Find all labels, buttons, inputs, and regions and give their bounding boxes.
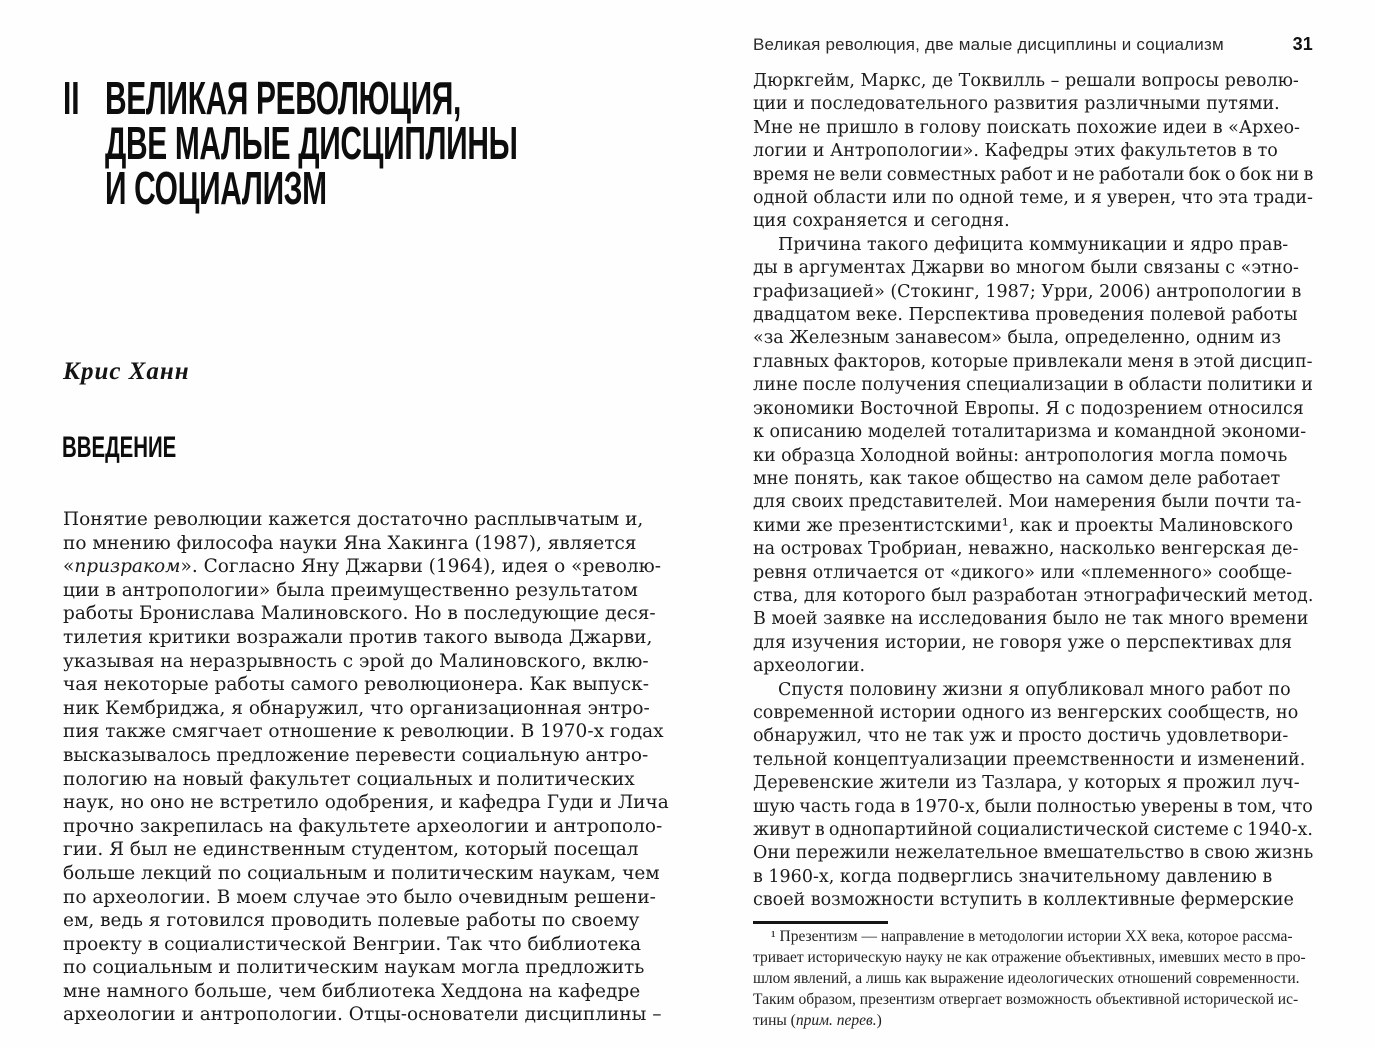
body-paragraph bbox=[753, 70, 1313, 234]
chapter-title bbox=[105, 72, 518, 214]
text-line: ник Кембриджа, я обнаружил, что организационная энтро- bbox=[63, 697, 650, 719]
text-line: время не вели совместных работ и не работали бок о бок ни в bbox=[753, 164, 1314, 185]
text-line: ки образца Холодной войны: антропология могла помочь bbox=[753, 445, 1288, 466]
body-paragraph bbox=[753, 234, 1313, 679]
text-line: кими же презентистскими¹, как и проекты Малиновского bbox=[753, 515, 1294, 536]
text-line: прочно закрепилась на факультете археологии и антрополо- bbox=[63, 815, 663, 837]
running-header-title: Великая революция, две малые дисциплины и социализм bbox=[753, 35, 1224, 54]
text-line: ревня отличается от «дикого» или «племенного» сообще- bbox=[753, 562, 1293, 583]
footnote-separator-rule bbox=[753, 921, 888, 924]
chapter-number: II bbox=[63, 72, 80, 124]
text-line: археологии и антропологии. Отцы-основатели дисциплины – bbox=[63, 1004, 662, 1026]
text-line: «призраком». Согласно Яну Джарви (1964), идея о «револю- bbox=[63, 556, 661, 578]
text-line: мне намного больше, чем библиотека Хеддона на кафедре bbox=[63, 980, 641, 1002]
text-line: по археологии. В моем случае это было очевидным решени- bbox=[63, 886, 656, 908]
text-line: ства, для которого был разработан этнографический метод. bbox=[753, 585, 1314, 606]
body-paragraph bbox=[753, 926, 1313, 1031]
text-line: Дюркгейм, Маркс, де Токвилль – решали вопросы револю- bbox=[753, 71, 1299, 91]
text-line: главных факторов, которые привлекали меня в этой дисцип- bbox=[753, 351, 1313, 372]
text-line: проекту в социалистической Венгрии. Так что библиотека bbox=[63, 933, 642, 955]
text-line: тельной концептуализации преемственности и изменений. bbox=[753, 749, 1306, 770]
text-line: Мне не пришло в голову поискать похожие идеи в «Архео- bbox=[753, 117, 1300, 138]
text-line: пологию на новый факультет социальных и политических bbox=[63, 768, 635, 790]
chapter-title-line: ВЕЛИКАЯ РЕВОЛЮЦИЯ, bbox=[105, 72, 461, 124]
page-number: 31 bbox=[1292, 34, 1313, 54]
left-page-body bbox=[63, 508, 672, 1027]
text-line: по мнению философа науки Яна Хакинга (1987), является bbox=[63, 532, 637, 554]
text-line: указывая на неразрывность с эрой до Малиновского, вклю- bbox=[63, 650, 649, 672]
text-line: работы Бронислава Малиновского. Но в последующие деся- bbox=[63, 603, 656, 625]
text-line: своей возможности вступить в коллективные фермерские bbox=[753, 890, 1294, 911]
text-line: обнаружил, что не так уж и просто достичь удовлетвори- bbox=[753, 726, 1289, 747]
text-line: Причина такого дефицита коммуникации и ядро прав- bbox=[778, 234, 1289, 255]
text-line: лине после получения специализации в области политики и bbox=[753, 375, 1313, 396]
text-line: мне понять, как такое общество на самом деле работает bbox=[753, 468, 1281, 489]
text-line: «за Железным занавесом» была, определенно, одним из bbox=[753, 328, 1282, 349]
text-line: на островах Тробриан, неважно, насколько венгерская де- bbox=[753, 539, 1299, 560]
text-line: графизацией» (Стокинг, 1987; Урри, 2006) антропологии в bbox=[753, 281, 1302, 302]
text-line: Спустя половину жизни я опубликовал много работ по bbox=[778, 679, 1291, 700]
text-line: археологии. bbox=[753, 656, 866, 677]
text-line: Деревенские жители из Тазлара, у которых я прожил луч- bbox=[753, 773, 1300, 794]
text-line: пия также смягчает отношение к революции. В 1970-х годах bbox=[63, 721, 664, 743]
text-line: тривает историческую науку не как отражение объективных, имевших место в про- bbox=[753, 949, 1306, 966]
section-heading: ВВЕДЕНИЕ bbox=[62, 431, 177, 464]
text-line: для изучения истории, не говоря уже о перспективах для bbox=[753, 632, 1293, 653]
text-line: Таким образом, презентизм отвергает возможность объективной исторической ис- bbox=[753, 991, 1299, 1008]
text-line: современной истории одного из венгерских сообществ, но bbox=[753, 702, 1299, 723]
text-line: ции и последовательного развития различными путями. bbox=[753, 94, 1280, 115]
text-line: для своих представителей. Мои намерения были почти та- bbox=[753, 492, 1302, 513]
text-line: гии. Я был не единственным студентом, который посещал bbox=[63, 839, 639, 861]
text-line: живут в однопартийной социалистической системе с 1940-х. bbox=[753, 820, 1313, 840]
text-line: к описанию моделей тоталитаризма и командной экономи- bbox=[753, 422, 1307, 443]
text-line: по социальным и политическим наукам могла предложить bbox=[63, 957, 645, 979]
text-line: ды в аргументах Джарви во многом были связаны с «этно- bbox=[753, 258, 1299, 279]
chapter-title-line: ДВЕ МАЛЫЕ ДИСЦИПЛИНЫ bbox=[105, 117, 518, 169]
author-name: Крис Ханн bbox=[63, 358, 190, 385]
text-line: ем, ведь я готовился проводить полевые работы по своему bbox=[63, 910, 640, 932]
running-header bbox=[753, 34, 1313, 55]
text-line: логии и Антропологии». Кафедры этих факультетов в то bbox=[753, 141, 1278, 162]
text-line: больше лекций по социальным и политическим наукам, чем bbox=[63, 862, 660, 884]
text-line: ция сохраняется и сегодня. bbox=[753, 211, 1010, 232]
text-line: экономики Восточной Европы. Я с подозрением относился bbox=[753, 398, 1304, 419]
text-line: шлом явлений, а лишь как выражение идеологических отношений современности. bbox=[753, 970, 1300, 987]
text-line: высказывалось предложение перевести социальную антро- bbox=[63, 744, 649, 766]
text-line: тилетия критики возражали против такого вывода Джарви, bbox=[63, 626, 653, 648]
text-line: наук, но оно не встретило одобрения, и кафедра Гуди и Лича bbox=[63, 792, 669, 814]
body-paragraph bbox=[63, 508, 672, 1027]
text-line: тины (прим. перев.) bbox=[753, 1012, 882, 1029]
text-line: В моей заявке на исследования было не так много времени bbox=[753, 609, 1309, 630]
footnote bbox=[753, 926, 1313, 1031]
right-page-body bbox=[753, 70, 1313, 913]
text-line: ¹ Презентизм — направление в методологии истории XX века, которое рассма- bbox=[771, 928, 1293, 945]
text-line: в 1960-х, когда подверглись значительному давлению в bbox=[753, 866, 1273, 887]
text-line: одной области или по одной теме, и я уверен, что эта тради- bbox=[753, 188, 1313, 209]
body-paragraph bbox=[753, 679, 1313, 913]
text-line: Понятие революции кажется достаточно расплывчатым и, bbox=[63, 509, 644, 530]
chapter-title-line: И СОЦИАЛИЗМ bbox=[105, 162, 327, 214]
text-line: ции в антропологии» была преимущественно результатом bbox=[63, 579, 638, 601]
text-line: двадцатом веке. Перспектива проведения полевой работы bbox=[753, 305, 1298, 326]
text-line: Они пережили нежелательное вмешательство в свою жизнь bbox=[753, 843, 1314, 864]
text-line: чая некоторые работы самого революционера. Как выпуск- bbox=[63, 674, 649, 696]
text-line: шую часть года в 1970-х, были полностью уверены в том, что bbox=[753, 796, 1313, 817]
